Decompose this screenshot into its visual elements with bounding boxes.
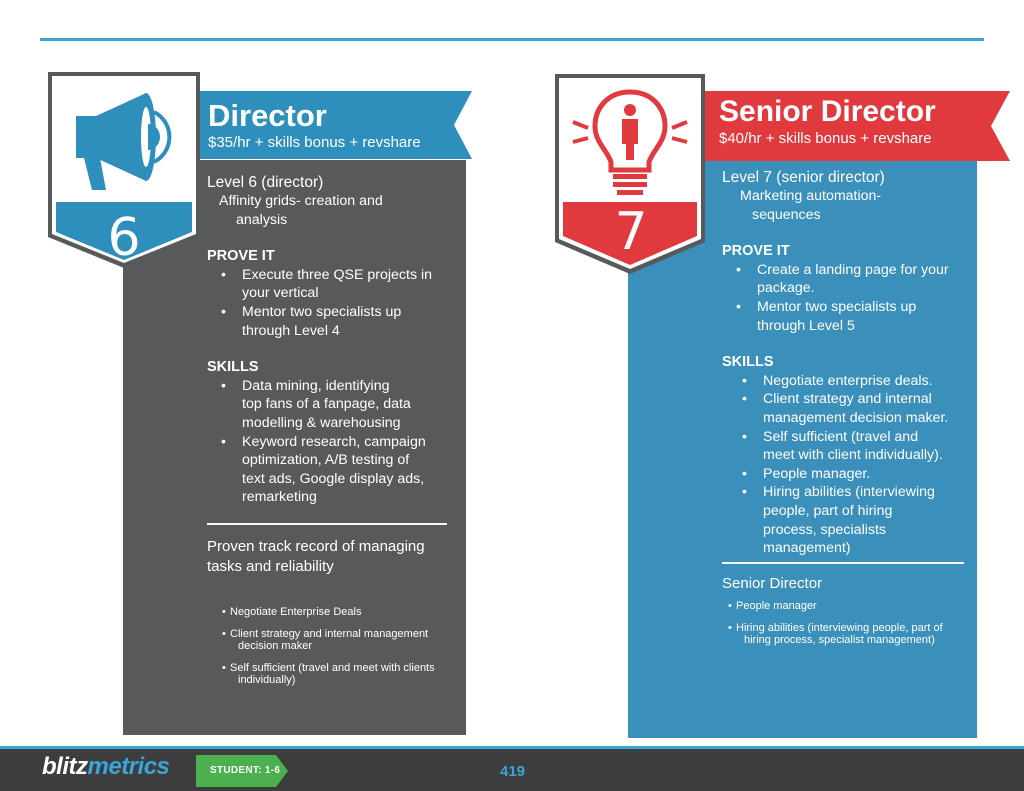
page-number: 419 (500, 763, 526, 780)
senior-level-label: Level 7 (senior director) (722, 169, 885, 186)
blitzmetrics-logo: blitzmetrics (42, 753, 170, 780)
senior-extra-list (728, 600, 973, 656)
director-level-label: Level 6 (director) (207, 174, 324, 191)
list-item: • Negotiate enterprise deals. (728, 372, 974, 391)
director-prove-heading: PROVE IT (207, 248, 275, 265)
director-title: Director (208, 98, 327, 133)
list-item: • Hiring abilities (interviewing people, part of hiring process, specialist management) (728, 622, 973, 647)
director-divider (207, 523, 447, 525)
senior-divider (722, 562, 964, 564)
director-summary: Proven track record of managing tasks and reliability (207, 537, 425, 575)
director-extra-list (222, 606, 462, 696)
student-tag: STUDENT: 1-6 (210, 765, 281, 776)
list-item: • Client strategy and internal management decision maker. (728, 390, 974, 427)
director-prove-list (207, 266, 459, 340)
list-item: • Create a landing page for your package. (722, 261, 974, 298)
list-item: • Negotiate Enterprise Deals (222, 606, 462, 619)
senior-level-sub-1: Marketing automation- (740, 188, 882, 204)
director-skills-heading: SKILLS (207, 359, 259, 376)
list-item: • People manager. (728, 465, 974, 484)
senior-skills-list (728, 372, 974, 558)
list-item: • Data mining, identifying top fans of a fanpage, data modelling & warehousing (207, 377, 459, 433)
director-skills-list (207, 377, 459, 507)
senior-pay: $40/hr + skills bonus + revshare (719, 130, 932, 147)
list-item: • Self sufficient (travel and meet with clients individually) (222, 662, 462, 687)
senior-title: Senior Director (719, 95, 936, 128)
senior-content (722, 168, 974, 594)
list-item: • Mentor two specialists up through Level 4 (207, 303, 459, 340)
list-item: • Mentor two specialists up through Level 5 (722, 298, 974, 335)
senior-prove-heading: PROVE IT (722, 243, 790, 260)
list-item: • Keyword research, campaign optimization, A/B testing of text ads, Google display ads, remarketing (207, 433, 459, 507)
senior-prove-list (722, 261, 974, 335)
list-item: • Client strategy and internal management decision maker (222, 628, 462, 653)
senior-level-number: 7 (614, 202, 648, 262)
senior-skills-heading: SKILLS (722, 354, 774, 371)
list-item: • People manager (728, 600, 973, 613)
list-item: • Execute three QSE projects in your vertical (207, 266, 459, 303)
director-pay: $35/hr + skills bonus + revshare (208, 134, 421, 151)
director-level-sub-1: Affinity grids- creation and (219, 193, 383, 209)
list-item: • Self sufficient (travel and meet with client individually). (728, 428, 974, 465)
director-content (207, 173, 459, 577)
senior-summary: Senior Director (722, 574, 823, 592)
top-rule (40, 38, 984, 41)
list-item: • Hiring abilities (interviewing people, part of hiring process, specialists management) (728, 483, 974, 557)
senior-level-sub-2: sequences (752, 206, 821, 223)
director-level-sub-2: analysis (236, 211, 288, 228)
director-level-number: 6 (107, 208, 141, 268)
